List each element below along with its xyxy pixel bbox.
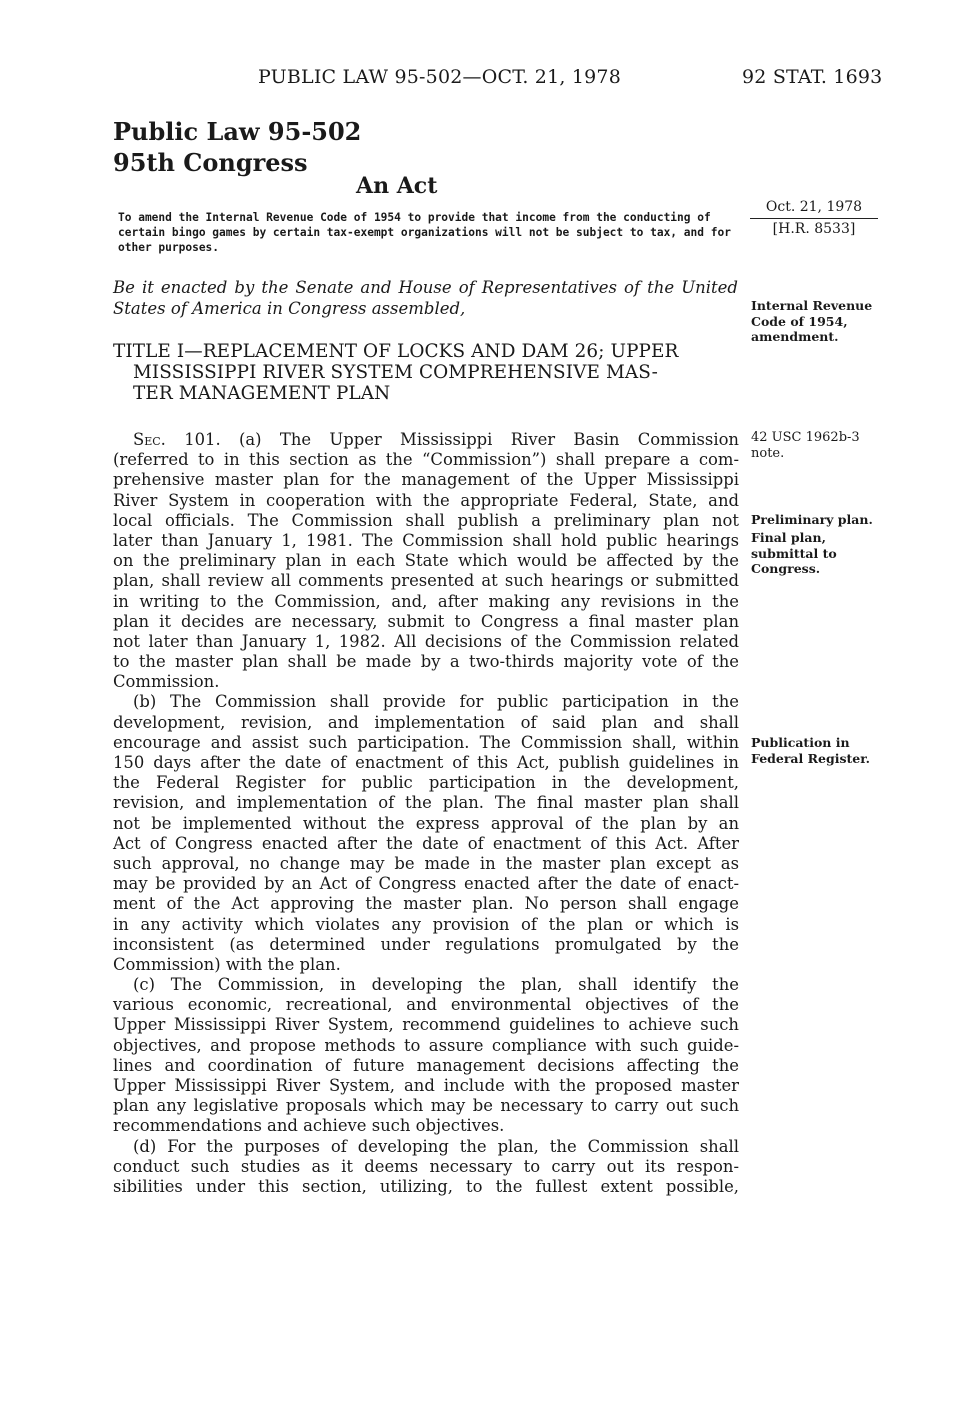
section-line: objectives, and propose methods to assure compliance with such guide- [113, 1035, 739, 1055]
margin-note-line: Federal Register. [751, 750, 871, 766]
title-heading-line: TER MANAGEMENT PLAN [133, 383, 391, 404]
section-line: plan any legislative proposals which may be necessary to carry out such [113, 1096, 739, 1116]
section-line: various economic, recreational, and environmental objectives of the [113, 995, 739, 1015]
purpose-statement: To amend the Internal Revenue Code of 1954 to provide that income from the conducting of certain bingo games by certain tax-exempt organizations will not be subject to tax, and for other purposes. [118, 211, 731, 254]
margin-note-date: Oct. 21, 1978 [750, 200, 878, 219]
margin-note-line: 42 USC 1962b-3 [751, 430, 860, 445]
section-line: Act of Congress enacted after the date of enactment of this Act. After [113, 833, 739, 853]
section-line: Commission) with the plan. [113, 954, 341, 974]
margin-note-line: Internal Revenue [751, 298, 873, 313]
running-head-center: PUBLIC LAW 95-502—OCT. 21, 1978 [258, 66, 622, 88]
section-line: local officials. The Commission shall publish a preliminary plan not [113, 510, 739, 530]
section-first-line-text: 101. (a) The Upper Mississippi River Basin Commission [165, 430, 739, 449]
margin-note-bill: [H.R. 8533] [772, 221, 856, 237]
running-head-page: 92 STAT. 1693 [742, 66, 883, 88]
section-line: (referred to in this section as the “Commission”) shall prepare a com- [113, 450, 739, 470]
section-line: the Federal Register for public participation in the development, [113, 773, 739, 793]
title-heading-line: MISSISSIPPI RIVER SYSTEM COMPREHENSIVE MAS- [133, 362, 658, 383]
title-heading-line: TITLE I—REPLACEMENT OF LOCKS AND DAM 26; UPPER [113, 341, 679, 362]
section-line: in writing to the Commission, and, after making any revisions in the [113, 591, 739, 611]
section-line: later than January 1, 1981. The Commission shall hold public hearings [113, 530, 739, 550]
section-line: revision, and implementation of the plan. The final master plan shall [113, 793, 739, 813]
section-line: (d) For the purposes of developing the plan, the Commission shall [133, 1136, 739, 1156]
margin-note-line: Publication in [751, 735, 850, 750]
law-number: Public Law 95-502 [113, 117, 362, 146]
section-line: in any activity which violates any provision of the plan or which is [113, 914, 739, 934]
margin-note-line: submittal to [751, 545, 837, 561]
section-line: plan it decides are necessary, submit to Congress a final master plan [113, 611, 739, 631]
margin-note-line: note. [751, 445, 785, 461]
margin-note-line: amendment. [751, 329, 839, 344]
section-line: Commission. [113, 672, 220, 692]
section-lines [113, 450, 739, 1197]
section-line: conduct such studies as it deems necessary to carry out its respon- [113, 1156, 739, 1176]
section-line: inconsistent (as determined under regulations promulgated by the [113, 934, 739, 954]
title-heading [113, 341, 743, 404]
section-line: development, revision, and implementation of said plan and shall [113, 712, 739, 732]
margin-note-publication [751, 735, 891, 766]
section-line: recommendations and achieve such objectives. [113, 1116, 505, 1136]
section-line: not be implemented without the express approval of the plan by an [113, 813, 739, 833]
section-line: 150 days after the date of enactment of this Act, publish guidelines in [113, 753, 739, 772]
section-line: to the master plan shall be made by a two-thirds majority vote of the [113, 652, 739, 672]
section-line: (b) The Commission shall provide for public participation in the [133, 692, 739, 712]
congress-number: 95th Congress [113, 148, 308, 177]
margin-note-line: Final plan, [751, 530, 826, 545]
margin-note-irc [751, 298, 891, 345]
section-line: sibilities under this section, utilizing, to the fullest extent possible, [113, 1176, 739, 1196]
section-first-line [113, 430, 739, 450]
section-body [113, 430, 739, 1197]
margin-note-line: Congress. [751, 561, 821, 576]
margin-note-usc [751, 430, 891, 461]
section-line: (c) The Commission, in developing the plan, shall identify the [133, 975, 739, 995]
margin-note-line: Code of 1954, [751, 313, 848, 329]
section-line: Upper Mississippi River System, and include with the proposed master [113, 1076, 739, 1095]
section-line: River System in cooperation with the appropriate Federal, State, and [113, 490, 739, 510]
act-heading-text: An Act [356, 173, 438, 199]
enacting-clause: Be it enacted by the Senate and House of Representatives of the United States of America in Congress assembled, [113, 278, 738, 318]
section-line: not later than January 1, 1982. All decisions of the Commission related [113, 631, 739, 651]
section-line: ment of the Act approving the master plan. No person shall engage [113, 894, 739, 914]
section-label: Sec. [133, 430, 166, 449]
section-line: plan, shall review all comments presented at such hearings or submitted [113, 571, 739, 591]
section-line: prehensive master plan for the management of the Upper Mississippi [113, 470, 739, 490]
section-line: encourage and assist such participation. The Commission shall, within [113, 732, 739, 752]
margin-note-final-plan [751, 530, 891, 577]
section-line: Upper Mississippi River System, recommend guidelines to achieve such [113, 1015, 739, 1035]
margin-note-preliminary-plan: Preliminary plan. [751, 512, 873, 527]
section-line: lines and coordination of future management decisions affecting the [113, 1055, 739, 1075]
section-line: may be provided by an Act of Congress enacted after the date of enact- [113, 874, 739, 894]
section-line: on the preliminary plan in each State which would be affected by the [113, 551, 739, 571]
section-line: such approval, no change may be made in the master plan except as [113, 853, 739, 873]
